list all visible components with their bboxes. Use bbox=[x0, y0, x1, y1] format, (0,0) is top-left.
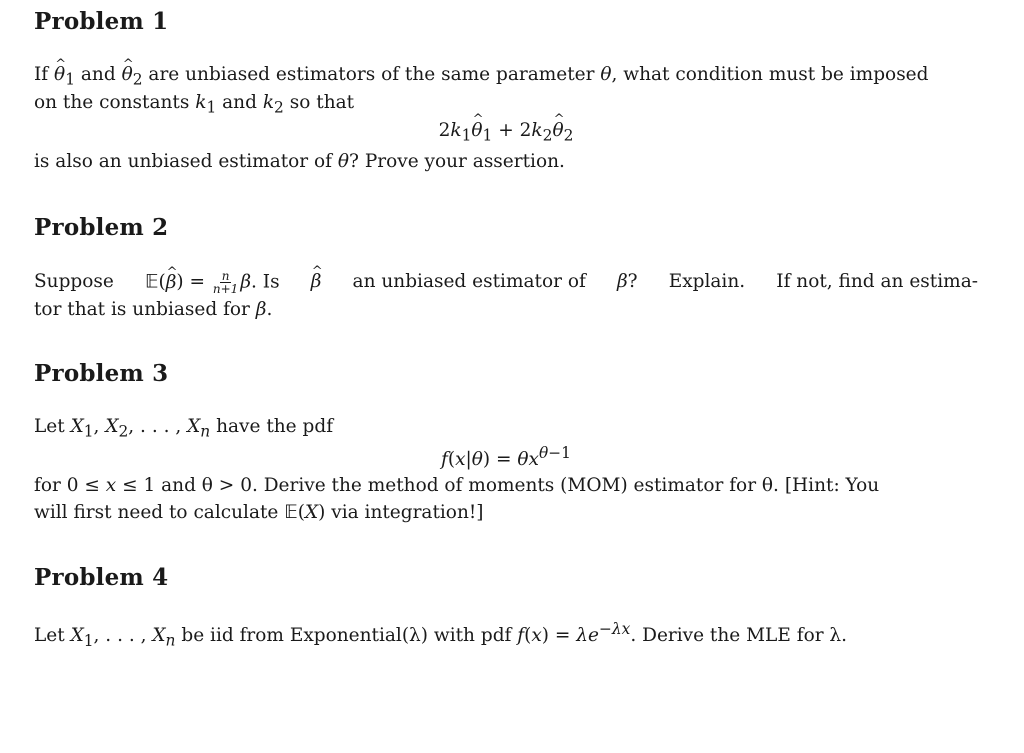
expectation-expression: 𝔼(^ β) = $\frac{n}{n+1}$ β. Is bbox=[145, 270, 280, 295]
text: and bbox=[80, 64, 116, 85]
text: an unbiased estimator of bbox=[352, 271, 586, 293]
problem-2-line-2: tor that is unbiased for β. bbox=[34, 299, 273, 320]
problem-1-line-1: If ^ $\theta_1$ and ^ $\theta_2$ are unbiased estimators of the same parameter θ, what condition must be imposed bbox=[34, 66, 978, 88]
text: ? Prove your assertion. bbox=[349, 151, 565, 172]
text: . Derive the MLE for λ. bbox=[630, 625, 848, 647]
text: , what condition must be imposed bbox=[611, 64, 929, 85]
fraction: $\frac{n}{n+1}$ bbox=[212, 269, 239, 296]
problem-3-line-3: for 0 ≤ x ≤ 1 and θ > 0. Derive the method of moments (MOM) estimator for θ. [Hint: You bbox=[34, 475, 880, 496]
text: Let bbox=[34, 625, 65, 647]
text: If not, find an estima- bbox=[776, 271, 978, 293]
text: so that bbox=[289, 92, 355, 113]
text: tor that is unbiased for bbox=[34, 299, 250, 320]
problem-3-heading: Problem 3 bbox=[34, 360, 169, 387]
problem-1-equation: $2k_1\^{}$ $\theta_1$ + $2k_2\^{}$ $\theta_2$ bbox=[0, 120, 1012, 145]
text: Explain. bbox=[668, 271, 746, 293]
text: and θ > 0. Derive the method of moments (MOM) estimator for θ. [Hint: You bbox=[161, 475, 880, 496]
text: If bbox=[34, 64, 49, 85]
text: be iid from Exponential(λ) with pdf bbox=[181, 625, 512, 647]
text: Suppose bbox=[34, 271, 114, 293]
text: Let bbox=[34, 416, 65, 437]
problem-4-line-1: Let $X_1$, . . . , $X_n$ be iid from Exponential(λ) with pdf $f(x) = \lambda e^{-\lambda x}$. Derive the MLE for λ. bbox=[34, 620, 848, 650]
problem-2-line-1: Suppose 𝔼(^ β) = $\frac{n}{n+1}$ β. Is ^ β an unbiased estimator of β? Explain. If not, find an estima- bbox=[34, 270, 978, 295]
problem-4-heading: Problem 4 bbox=[34, 564, 169, 591]
problem-1-line-3: is also an unbiased estimator of θ? Prove your assertion. bbox=[34, 151, 565, 172]
text: is also an unbiased estimator of bbox=[34, 151, 333, 172]
text: via integration!] bbox=[331, 502, 484, 523]
problem-1-line-2: on the constants $k_1$ and $k_2$ so that bbox=[34, 92, 355, 117]
text: have the pdf bbox=[216, 416, 334, 437]
text: and bbox=[222, 92, 257, 113]
problem-3-line-4: will first need to calculate 𝔼(X) via integration!] bbox=[34, 502, 484, 523]
text: on the constants bbox=[34, 92, 190, 113]
problem-1-heading: Problem 1 bbox=[34, 8, 169, 35]
problem-2-heading: Problem 2 bbox=[34, 214, 169, 241]
text: will first need to calculate bbox=[34, 502, 279, 523]
problem-3-line-1: Let $X_1$, $X_2$, . . . , $X_n$ have the pdf bbox=[34, 416, 334, 441]
text: for bbox=[34, 475, 61, 496]
text: are unbiased estimators of the same parameter bbox=[148, 64, 595, 85]
problem-3-equation: $f(x|\theta) = \theta x^{\theta-1}$ bbox=[441, 444, 571, 471]
